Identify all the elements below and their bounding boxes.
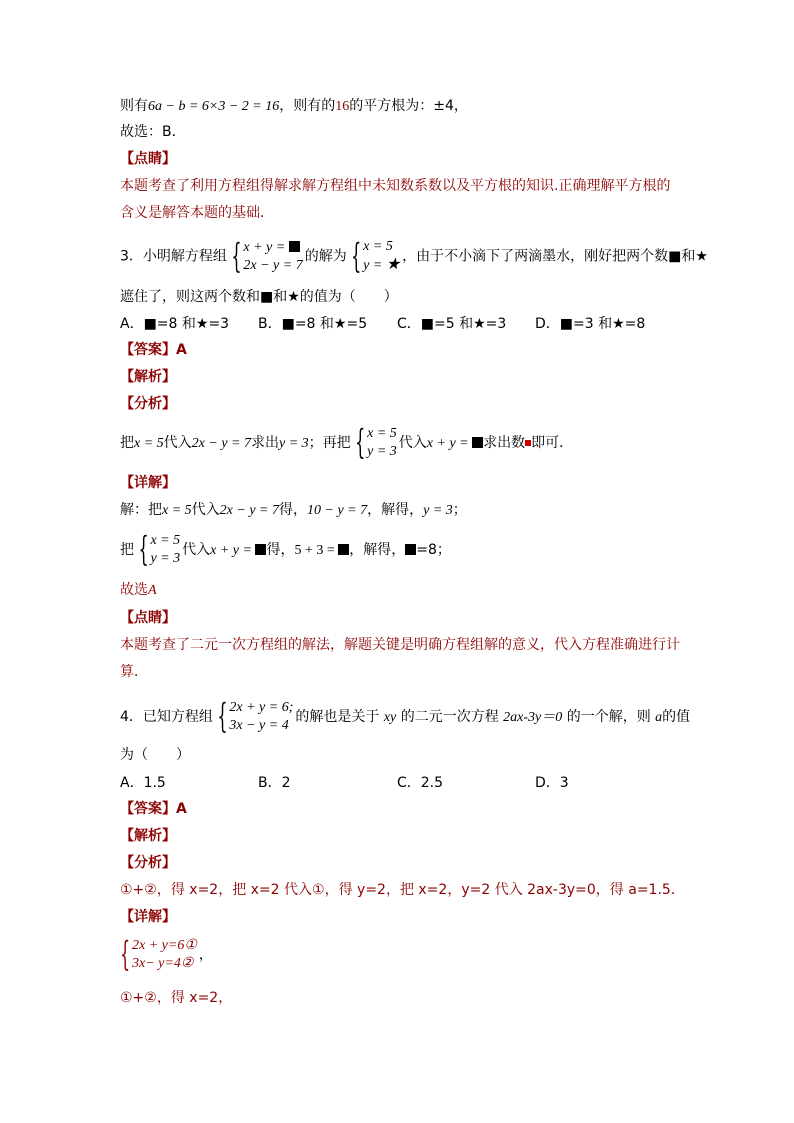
heading-dianjing: 【点睛】 bbox=[120, 151, 176, 167]
comment-2-line-2: 算． bbox=[120, 664, 148, 680]
variable: xy bbox=[383, 710, 397, 725]
variable: a bbox=[655, 710, 663, 725]
equation: { x = 5 bbox=[367, 426, 397, 441]
heading-jiexi: 【解析】 bbox=[120, 828, 176, 844]
text: 把 bbox=[120, 435, 134, 451]
equation: { x = 5 bbox=[150, 533, 181, 548]
text: =8； bbox=[416, 542, 451, 558]
text: ，由于不小滴下了两滴墨水，刚好把两个数■和★ bbox=[402, 248, 708, 265]
text: 的值 bbox=[662, 709, 691, 725]
text: 求出数 bbox=[483, 435, 526, 451]
text: ； bbox=[452, 502, 467, 518]
option-b: B．2 bbox=[258, 775, 291, 791]
text: 代入 bbox=[163, 435, 192, 451]
text: 把 bbox=[120, 542, 134, 558]
option-c: C．2.5 bbox=[397, 775, 444, 791]
formula: y = 3 bbox=[279, 436, 309, 451]
detail-line-2 bbox=[120, 532, 451, 568]
equation: y = 3 bbox=[367, 444, 397, 459]
question-3-stem bbox=[120, 238, 708, 275]
equation: { 2x + y = 6; bbox=[229, 700, 294, 715]
text: 的解为 bbox=[304, 248, 347, 265]
equation: y = ★ bbox=[363, 256, 401, 273]
formula: x = 5 bbox=[162, 503, 192, 518]
analysis-line: ①+②，得 x=2，把 x=2 代入①，得 y=2，把 x=2，y=2 代入 2ax-3y=0，得 a=1.5． bbox=[120, 882, 685, 898]
text: ，则有的 bbox=[279, 98, 336, 114]
formula: 2x − y = 7 bbox=[219, 503, 279, 518]
question-3-line-2: 遮住了，则这两个数和■和★的值为（ ） bbox=[120, 289, 398, 305]
ink-square-icon bbox=[255, 544, 266, 555]
answer-letter: A bbox=[148, 583, 157, 598]
text: 代入 bbox=[182, 542, 211, 558]
heading-jiexi: 【解析】 bbox=[120, 369, 176, 385]
choose-line bbox=[120, 580, 157, 601]
detail-line-last: ①+②，得 x=2， bbox=[120, 990, 233, 1006]
ink-square-icon bbox=[338, 544, 349, 555]
formula: y = 3 bbox=[423, 503, 453, 518]
equation: 3x− y=4② bbox=[132, 956, 194, 971]
ink-square-icon bbox=[405, 544, 416, 555]
comment-line-1: 本题考查了利用方程组得解求解方程组中未知数系数以及平方根的知识.正确理解平方根的 bbox=[120, 178, 671, 194]
equation-system bbox=[219, 699, 293, 735]
number: 16 bbox=[335, 99, 350, 114]
star-icon: ★ bbox=[385, 256, 401, 273]
formula: x + y = bbox=[427, 436, 483, 451]
formula: 2x − y = 7 bbox=[191, 436, 251, 451]
ink-square-icon bbox=[472, 437, 483, 448]
text: 的解也是关于 bbox=[295, 709, 380, 725]
heading-xiangjie: 【详解】 bbox=[120, 475, 176, 491]
text: ，解得， bbox=[367, 502, 424, 518]
text: 代入 bbox=[398, 435, 427, 451]
equation: 3x − y = 4 bbox=[229, 718, 289, 733]
ink-square-icon bbox=[289, 241, 300, 252]
answer: 【答案】A bbox=[120, 801, 187, 817]
text: 得， bbox=[279, 502, 307, 518]
text: 的一个解，则 bbox=[566, 709, 651, 725]
text: 的平方根为：±4， bbox=[349, 98, 468, 114]
text: 故选 bbox=[120, 582, 148, 598]
text: ， bbox=[198, 947, 213, 963]
equation: 2x − y = 7 bbox=[243, 257, 303, 273]
option-c: C．■=5 和★=3 bbox=[397, 316, 507, 332]
text: 解：把 bbox=[120, 502, 162, 518]
equation: y = 3 bbox=[150, 551, 181, 566]
option-d: D．■=3 和★=8 bbox=[535, 316, 646, 332]
formula: x = 5 bbox=[134, 436, 164, 451]
analysis-line bbox=[120, 425, 573, 461]
text: 则有 bbox=[120, 98, 148, 114]
heading-fenxi: 【分析】 bbox=[120, 855, 176, 871]
heading-xiangjie: 【详解】 bbox=[120, 909, 176, 925]
detail-system-line bbox=[120, 937, 213, 973]
formula: 6a − b = 6×3 − 2 = 16 bbox=[148, 99, 280, 114]
equation-system bbox=[122, 937, 197, 973]
formula: 2ax-3y＝0 bbox=[503, 710, 563, 725]
line-conclusion bbox=[120, 96, 468, 117]
comment-line-2: 含义是解答本题的基础． bbox=[120, 205, 274, 221]
equation: { 2x + y=6① bbox=[132, 938, 197, 953]
heading-dianjing-2: 【点睛】 bbox=[120, 610, 176, 626]
text: 求出 bbox=[251, 435, 279, 451]
option-b: B．■=8 和★=5 bbox=[258, 316, 368, 332]
formula: 5 + 3 = bbox=[294, 543, 349, 558]
question-4-stem bbox=[120, 699, 690, 735]
equation-system bbox=[357, 425, 397, 461]
text: 得， bbox=[266, 542, 295, 558]
question-number: 4．已知方程组 bbox=[120, 709, 213, 725]
heading-fenxi: 【分析】 bbox=[120, 396, 176, 412]
formula: x + y = bbox=[210, 543, 266, 558]
option-a: A．■=8 和★=3 bbox=[120, 316, 230, 332]
formula: 10 − y = 7 bbox=[307, 503, 368, 518]
text: 的二元一次方程 bbox=[400, 709, 499, 725]
text: 即可． bbox=[531, 435, 574, 451]
question-number: 3．小明解方程组 bbox=[120, 248, 227, 265]
question-4-line-2: 为（ ） bbox=[120, 747, 190, 763]
text: ，解得， bbox=[349, 542, 406, 558]
equation: { x + y = bbox=[243, 239, 302, 257]
option-a: A．1.5 bbox=[120, 775, 166, 791]
text: 代入 bbox=[191, 502, 220, 518]
option-d: D．3 bbox=[535, 775, 569, 791]
text: ；再把 bbox=[308, 435, 351, 451]
equation: { x = 5 bbox=[363, 239, 393, 254]
answer: 【答案】A bbox=[120, 342, 187, 358]
line-choose: 故选：B． bbox=[120, 124, 186, 140]
equation-system bbox=[140, 532, 180, 568]
comment-2-line-1: 本题考查了二元一次方程组的解法，解题关键是明确方程组解的意义，代入方程准确进行计 bbox=[120, 637, 680, 653]
solution-system bbox=[353, 238, 400, 275]
equation-system bbox=[233, 239, 302, 275]
detail-line-1 bbox=[120, 500, 467, 521]
